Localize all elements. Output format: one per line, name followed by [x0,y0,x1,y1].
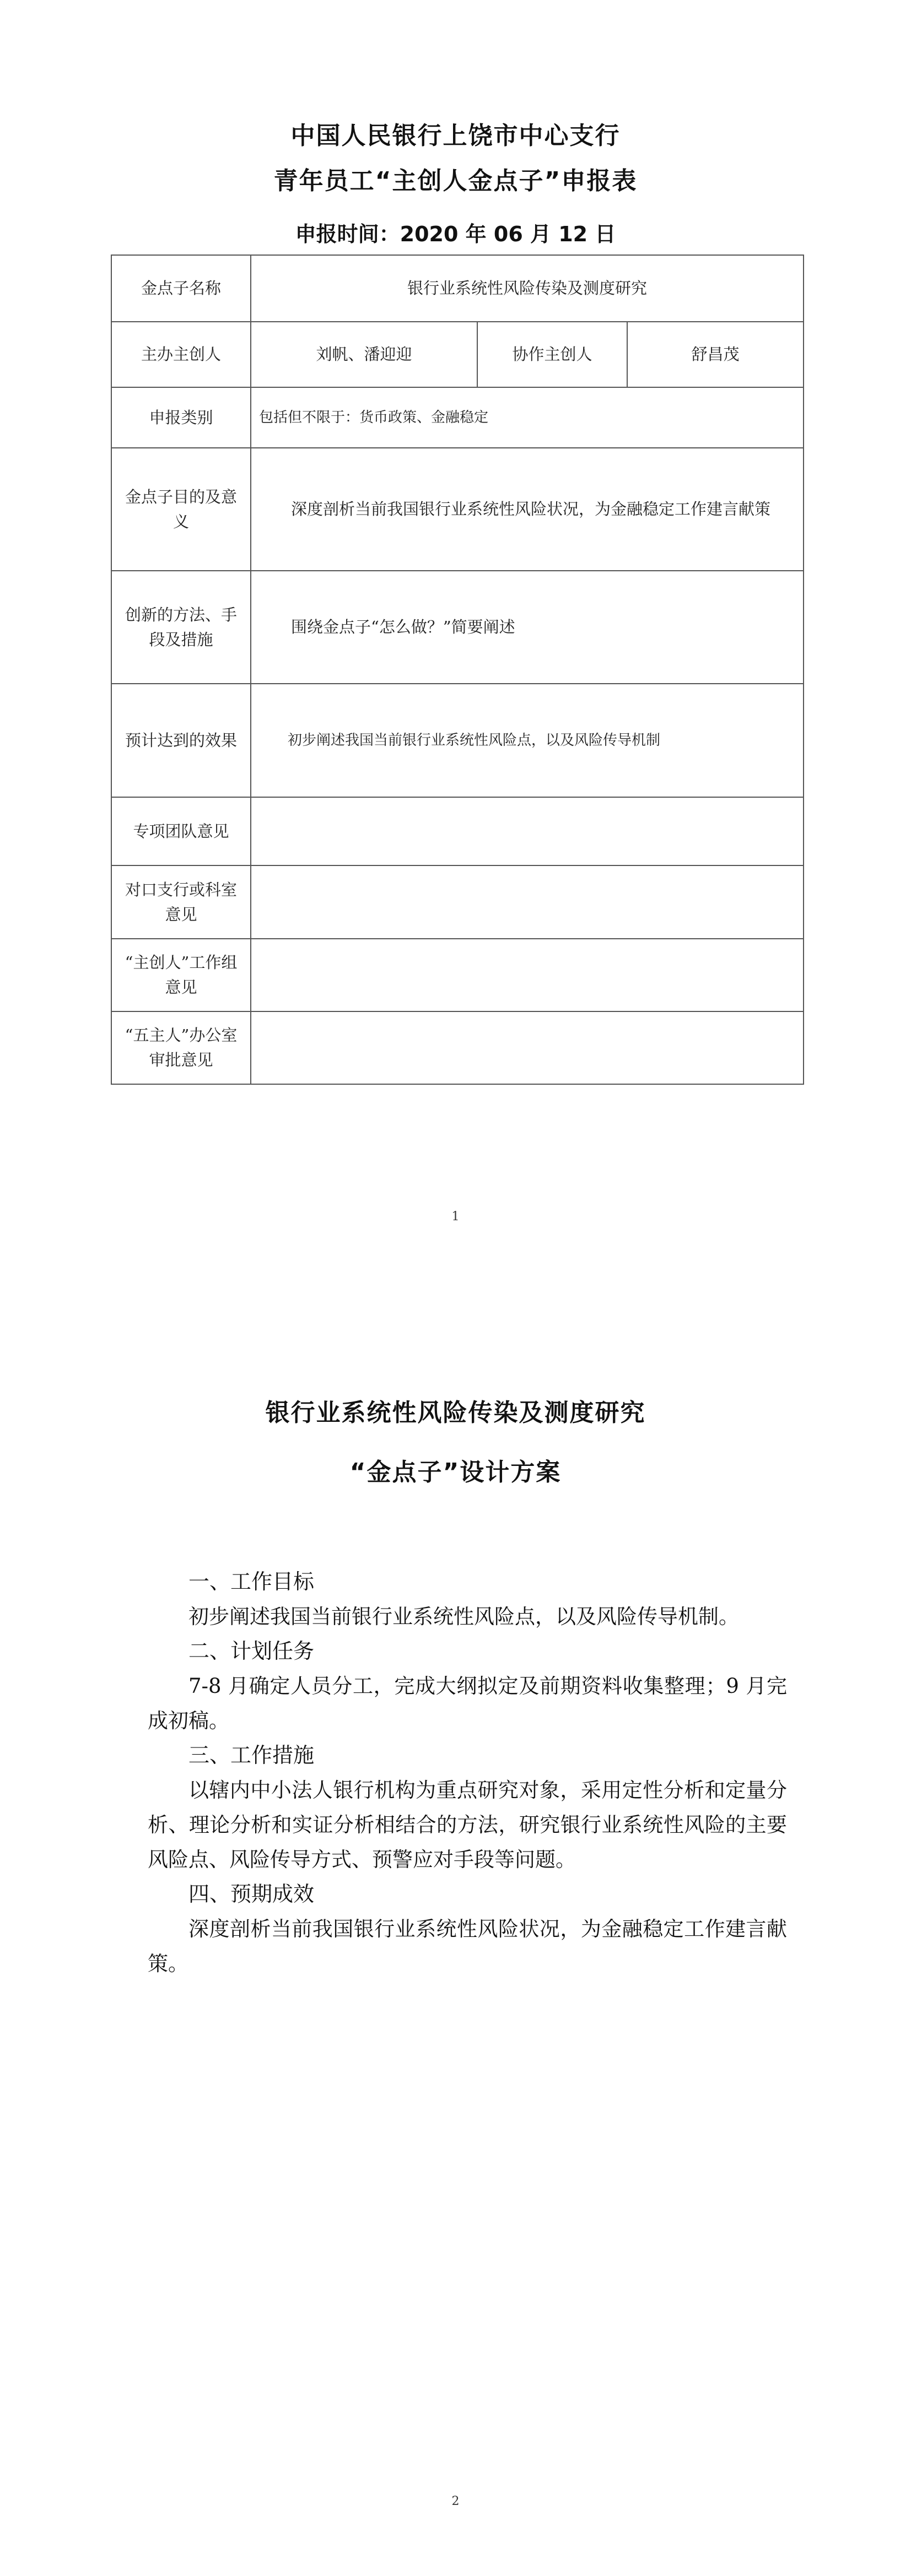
effect-value: 初步阐述我国当前银行业系统性风险点，以及风险传导机制 [288,732,661,749]
plan-title-line-2: “金点子”设计方案 [349,1458,562,1486]
group-opinion-label: “主创人”工作组意见 [111,939,251,1011]
form-title-line-1: 中国人民银行上饶市中心支行 [290,122,621,150]
form-title-line-2: 青年员工“主创人金点子”申报表 [273,167,638,195]
lead-creator-label: 主办主创人 [111,322,251,387]
purpose-label: 金点子目的及意义 [111,448,251,571]
branch-opinion-value [251,865,804,939]
co-creator-value: 舒昌茂 [627,322,804,387]
section-text: 以辖内中小法人银行机构为重点研究对象，采用定性分析和定量分析、理论分析和实证分析相结合的方法，研究银行业系统性风险的主要风险点、风险传导方式、预警应对手段等问题。 [148,1778,787,1871]
page-2 [0,1288,911,2576]
method-cell [251,571,804,684]
branch-opinion-label: 对口支行或科室意见 [111,865,251,939]
group-opinion-value [251,939,804,1011]
method-value: 围绕金点子“怎么做？”简要阐述 [291,618,515,637]
office-opinion-label: “五主人”办公室审批意见 [111,1011,251,1084]
section-heading: 二、计划任务 [188,1639,315,1663]
category-label: 申报类别 [111,387,251,448]
table-row [111,255,804,322]
section-heading: 四、预期成效 [188,1882,315,1906]
section-text: 深度剖析当前我国银行业系统性风险状况，为金融稳定工作建言献策。 [148,1917,787,1976]
section-text: 7-8 月确定人员分工，完成大纲拟定及前期资料收集整理；9 月完成初稿。 [148,1674,787,1733]
team-opinion-value [251,797,804,865]
office-opinion-value [251,1011,804,1084]
table-row [111,1011,804,1084]
effect-label: 预计达到的效果 [111,684,251,797]
lead-creator-value: 刘帆、潘迎迎 [251,322,477,387]
table-row [111,448,804,571]
table-row [111,322,804,387]
table-row [111,939,804,1011]
page-number: 2 [451,2494,460,2508]
idea-name-label: 金点子名称 [111,255,251,322]
idea-name-value: 银行业系统性风险传染及测度研究 [251,255,804,322]
plan-body [148,1565,787,1981]
page-number: 1 [451,1210,460,1224]
table-row [111,387,804,448]
team-opinion-label: 专项团队意见 [111,797,251,865]
table-row [111,797,804,865]
plan-title-line-1: 银行业系统性风险传染及测度研究 [265,1399,646,1427]
method-label: 创新的方法、手段及措施 [111,571,251,684]
table-row [111,865,804,939]
section-heading: 三、工作措施 [188,1743,315,1767]
section-text: 初步阐述我国当前银行业系统性风险点，以及风险传导机制。 [188,1605,739,1628]
application-form-table [111,255,804,1085]
submission-date: 申报时间：2020 年 06 月 12 日 [295,222,616,246]
section-heading: 一、工作目标 [188,1570,315,1594]
co-creator-label: 协作主创人 [477,322,627,387]
table-row [111,571,804,684]
table-row [111,684,804,797]
purpose-value: 深度剖析当前我国银行业系统性风险状况，为金融稳定工作建言献策 [291,500,771,519]
category-value: 包括但不限于：货币政策、金融稳定 [251,387,804,448]
purpose-cell [251,448,804,571]
effect-cell [251,684,804,797]
